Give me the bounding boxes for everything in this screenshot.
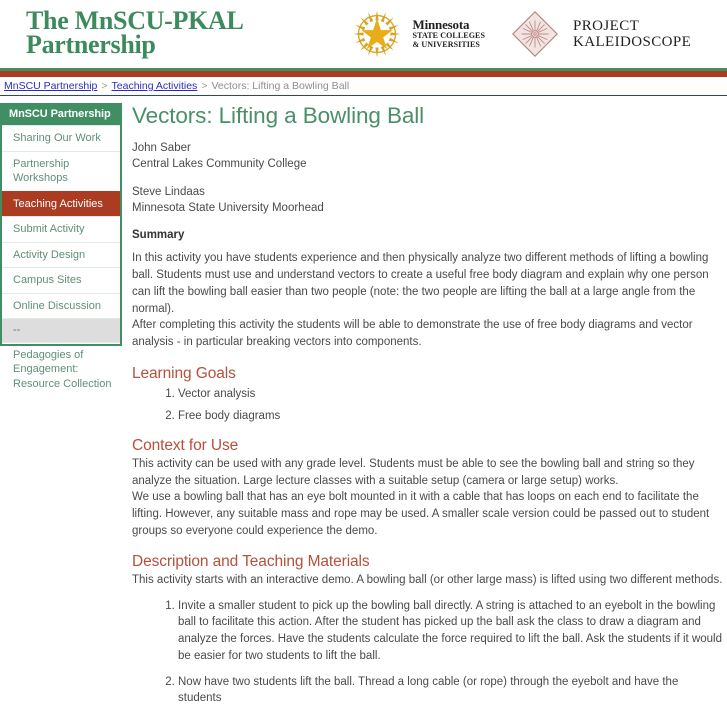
sidebar-item-submit-activity[interactable] [2,216,120,242]
context-for-use-heading: Context for Use [132,436,239,454]
breadcrumb-link-teaching-activities[interactable]: Teaching Activities [111,80,198,92]
breadcrumb-separator-2: > [201,80,208,92]
list-item: 2. Free body diagrams [178,409,725,424]
mnstate-line-2: STATE COLLEGES [412,31,486,41]
sidebar-item-label: Sharing Our Work [13,132,101,144]
starburst-icon [349,6,405,62]
page-title: Vectors: Lifting a Bowling Ball [132,103,425,128]
description-intro: This activity starts with an interactive demo. A bowling ball (or other large mass) is lifted using two different methods. [132,573,723,586]
sidebar-item-campus-sites[interactable] [2,267,120,293]
sidebar-item-label: Teaching Activities [13,197,103,210]
sidebar-divider [2,318,120,342]
site-wordmark [26,6,244,59]
breadcrumb-link-home[interactable]: MnSCU Partnership [4,80,98,92]
author-1-affiliation: Central Lakes Community College [132,158,307,171]
main-content [122,96,727,705]
author-2-name: Steve Lindaas [132,185,205,198]
author-block [132,140,725,216]
sidebar-divider-label: -- [13,324,21,337]
partner-logos [349,6,692,62]
sidebar-item-label: Campus Sites [13,274,82,287]
site-header [0,0,727,68]
wordmark-line-2: Partnership [26,30,156,59]
sidebar-item-label: Submit Activity [13,223,85,236]
pkal-line-1: PROJECT [573,17,640,34]
sidebar-item-sharing-our-work[interactable] [2,125,120,151]
breadcrumb-separator-1: > [101,80,108,92]
author-spacer [132,173,725,184]
sidebar-item-pedagogies-of-engagement[interactable] [2,342,120,397]
summary-heading: Summary [132,229,185,242]
sidebar-item-teaching-activities[interactable] [2,191,120,217]
sidebar-item-partnership-workshops[interactable] [2,151,120,191]
summary-paragraph-2: After completing this activity the students will be able to demonstrate the use of free body diagrams and vector analysis - in particular breaking vectors into components. [132,319,693,349]
list-item: 1. Vector analysis [178,387,725,402]
sidebar-heading: MnSCU Partnership [2,103,120,125]
author-2-affiliation: Minnesota State University Moorhead [132,201,324,214]
context-paragraph-2: We use a bowling ball that has an eye bolt mounted in it with a cable that has loops on each end to facilitate the lifting. However, any suitable mass and rope may be used. A smaller scale version could be passed out to student groups so everyone could experience the demo. [132,491,710,537]
description-steps-list [132,598,725,707]
sidebar-item-label: Partnership Workshops [13,157,70,185]
breadcrumb [0,77,727,96]
mnstate-line-3: & UNIVERSITIES [412,40,480,50]
context-paragraph-1: This activity can be used with any grade level. Students must be able to see the bowling ball and string so they analyze the situation. Large lecture classes with a suitable setup (camera or large setup) works. [132,457,695,487]
page-body [0,96,727,705]
pkal-line-2: KALEIDOSCOPE [573,34,692,50]
sidebar-item-activity-design[interactable] [2,242,120,268]
sidebar-item-label: Activity Design [13,248,86,261]
sidebar-item-label: Pedagogies of Engagement: Resource Collection [13,348,112,390]
author-1-name: John Saber [132,142,191,154]
project-kaleidoscope-logo-block [507,6,691,62]
list-item: 1. Invite a smaller student to pick up the bowling ball directly. A string is attached to an eyebolt in the bowling ball to facilitate this action. After the student has picked up the ball ask the class to draw a diagram and analyze the forces. Have the students calculate the force required to lift the ball. Ask the students if it would be easier for two students to lift the ball. [178,598,725,665]
mnstate-line-1: Minnesota [412,17,470,33]
breadcrumb-current: Vectors: Lifting a Bowling Ball [211,80,350,92]
summary-paragraph-1: In this activity you have students experience and then physically analyze two different methods of lifting a bowling ball. Students must use and understand vectors to create a useful free body diagram and explain why one person can lift the bowling ball easier than two people (note: the two people are lifting the ball at a large angle from the normal). [132,252,709,315]
learning-goals-heading: Learning Goals [132,365,236,382]
minnesota-state-logo-block [349,6,485,62]
wordmark-line-1: The MnSCU-PKAL [26,6,244,36]
sidebar [0,103,122,390]
pkal-wordmark [573,18,691,51]
learning-goals-list [132,387,725,424]
diamond-kaleidoscope-icon [507,6,563,62]
sidebar-item-online-discussion[interactable] [2,293,120,319]
description-heading: Description and Teaching Materials [132,552,370,570]
list-item: 2. Now have two students lift the ball. Thread a long cable (or rope) through the eyebolt and have the students [178,674,725,707]
minnesota-state-wordmark [413,18,485,49]
sidebar-item-label: Online Discussion [13,299,102,312]
